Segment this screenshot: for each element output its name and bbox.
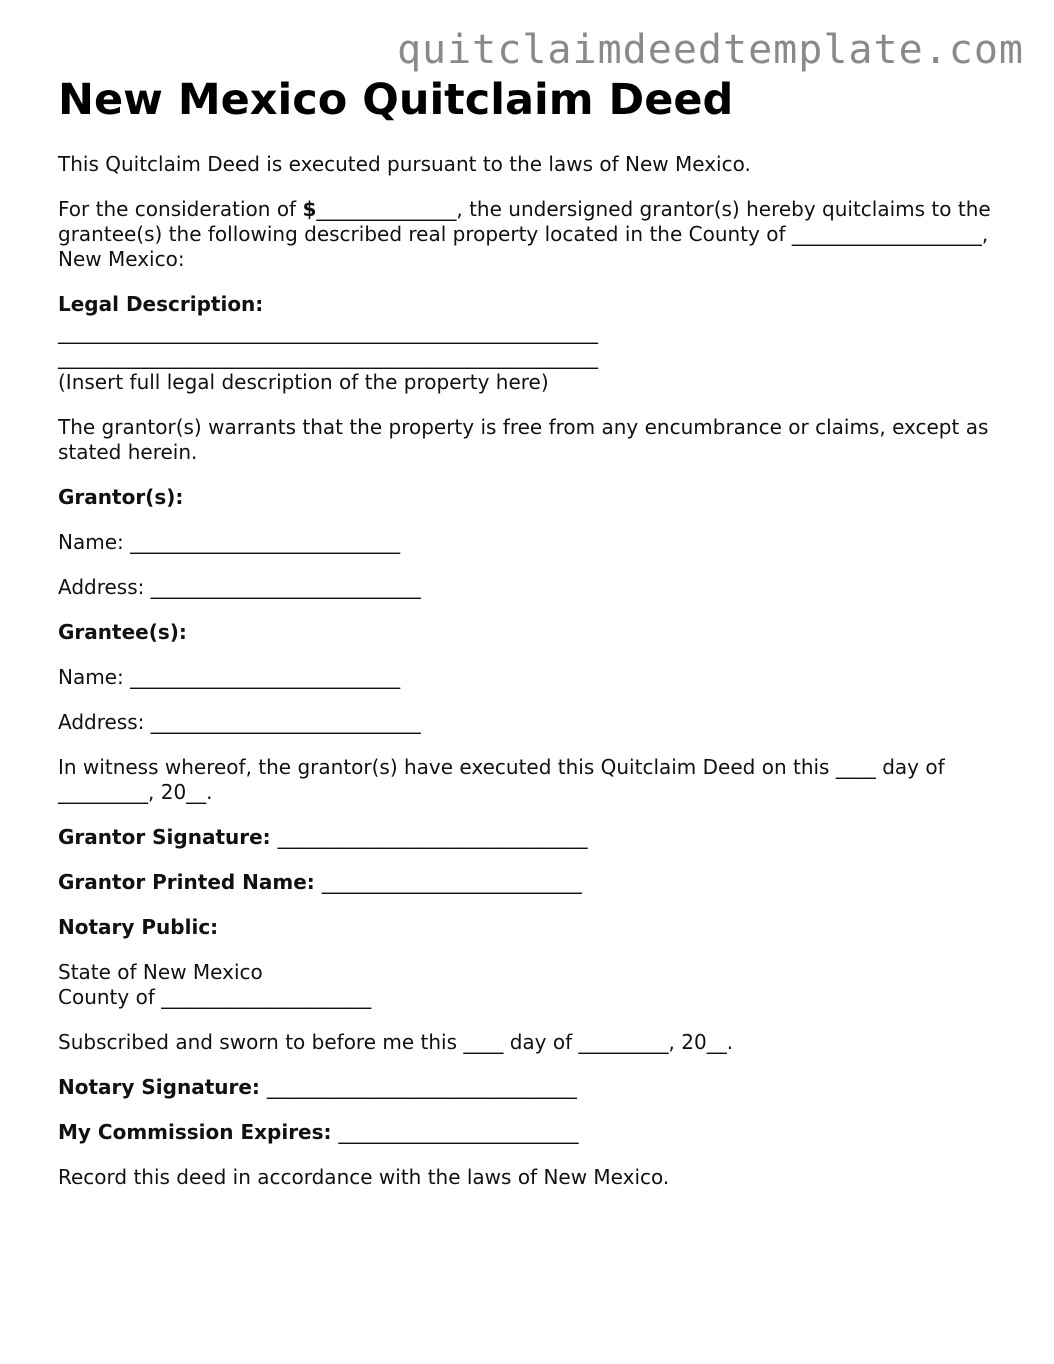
grantor-printed-name-blank[interactable]: __________________________ xyxy=(321,870,582,894)
notary-county-blank[interactable]: _____________________ xyxy=(161,985,372,1009)
subscribed-month-blank[interactable]: _________ xyxy=(578,1030,669,1054)
grantor-heading: Grantor(s): xyxy=(58,485,184,509)
record-note: Record this deed in accordance with the laws of New Mexico. xyxy=(58,1165,670,1189)
grantor-printed-name-label: Grantor Printed Name: xyxy=(58,870,322,894)
legal-description-line-2[interactable]: ______________________________________________________ xyxy=(58,345,598,369)
grantee-address-label: Address: xyxy=(58,710,151,734)
grantee-name-blank[interactable]: ___________________________ xyxy=(130,665,401,689)
dollar-sign: $ xyxy=(302,197,317,221)
grantor-signature-line xyxy=(58,825,1008,850)
consideration-paragraph xyxy=(58,197,1008,272)
warranty-paragraph: The grantor(s) warrants that the property is free from any encumbrance or claims, except as stated herein. xyxy=(58,415,989,464)
legal-description-hint: (Insert full legal description of the property here) xyxy=(58,370,549,394)
subscribed-year-blank[interactable]: __ xyxy=(706,1030,727,1054)
consideration-middle: , the undersigned grantor(s) hereby quitclaims to the grantee(s) the following described real property located in the County of xyxy=(58,197,991,246)
legal-description-line-1[interactable]: ______________________________________________________ xyxy=(58,320,598,344)
notary-county-line xyxy=(58,985,1008,1010)
commission-expires-line xyxy=(58,1120,1008,1145)
notary-county-label: County of xyxy=(58,985,162,1009)
notary-signature-label: Notary Signature: xyxy=(58,1075,267,1099)
subscribed-text-2: day of xyxy=(503,1030,579,1054)
witness-text-3: , 20 xyxy=(148,780,187,804)
county-blank[interactable]: ___________________ xyxy=(791,222,982,246)
page-title: New Mexico Quitclaim Deed xyxy=(58,75,734,125)
notary-signature-blank[interactable]: _______________________________ xyxy=(266,1075,577,1099)
witness-month-blank[interactable]: _________ xyxy=(58,780,148,804)
grantee-address-blank[interactable]: ___________________________ xyxy=(150,710,421,734)
grantor-address-label: Address: xyxy=(58,575,151,599)
grantor-name-blank[interactable]: ___________________________ xyxy=(130,530,401,554)
grantee-name-label: Name: xyxy=(58,665,131,689)
legal-description-heading: Legal Description: xyxy=(58,292,264,316)
witness-paragraph xyxy=(58,755,1008,805)
notary-heading: Notary Public: xyxy=(58,915,219,939)
grantor-name-line xyxy=(58,530,1008,555)
subscribed-text-1: Subscribed and sworn to before me this xyxy=(58,1030,464,1054)
subscribed-text-3: , 20 xyxy=(668,1030,707,1054)
witness-day-blank[interactable]: ____ xyxy=(835,755,876,779)
grantee-name-line xyxy=(58,665,1008,690)
witness-year-blank[interactable]: __ xyxy=(186,780,207,804)
grantee-address-line xyxy=(58,710,1008,735)
subscribed-paragraph xyxy=(58,1030,1008,1055)
notary-state-line: State of New Mexico xyxy=(58,960,263,984)
grantor-printed-name-line xyxy=(58,870,1008,895)
commission-expires-label: My Commission Expires: xyxy=(58,1120,339,1144)
grantor-address-blank[interactable]: ___________________________ xyxy=(150,575,421,599)
watermark-text: quitclaimdeedtemplate.com xyxy=(396,27,1024,73)
intro-paragraph: This Quitclaim Deed is executed pursuant to the laws of New Mexico. xyxy=(58,152,751,176)
grantor-address-line xyxy=(58,575,1008,600)
consideration-suffix: , New Mexico: xyxy=(58,222,989,271)
notary-signature-line xyxy=(58,1075,1008,1100)
witness-text-2: day of xyxy=(875,755,945,779)
grantor-signature-blank[interactable]: _______________________________ xyxy=(277,825,588,849)
grantor-name-label: Name: xyxy=(58,530,131,554)
deed-document xyxy=(58,74,1008,1190)
subscribed-day-blank[interactable]: ____ xyxy=(463,1030,504,1054)
consideration-amount-blank[interactable]: ______________ xyxy=(316,197,457,221)
witness-text-4: . xyxy=(206,780,213,804)
grantee-heading: Grantee(s): xyxy=(58,620,187,644)
consideration-prefix: For the consideration of xyxy=(58,197,303,221)
witness-text-1: In witness whereof, the grantor(s) have executed this Quitclaim Deed on this xyxy=(58,755,836,779)
subscribed-text-4: . xyxy=(726,1030,734,1054)
commission-expires-blank[interactable]: ________________________ xyxy=(338,1120,579,1144)
grantor-signature-label: Grantor Signature: xyxy=(58,825,278,849)
